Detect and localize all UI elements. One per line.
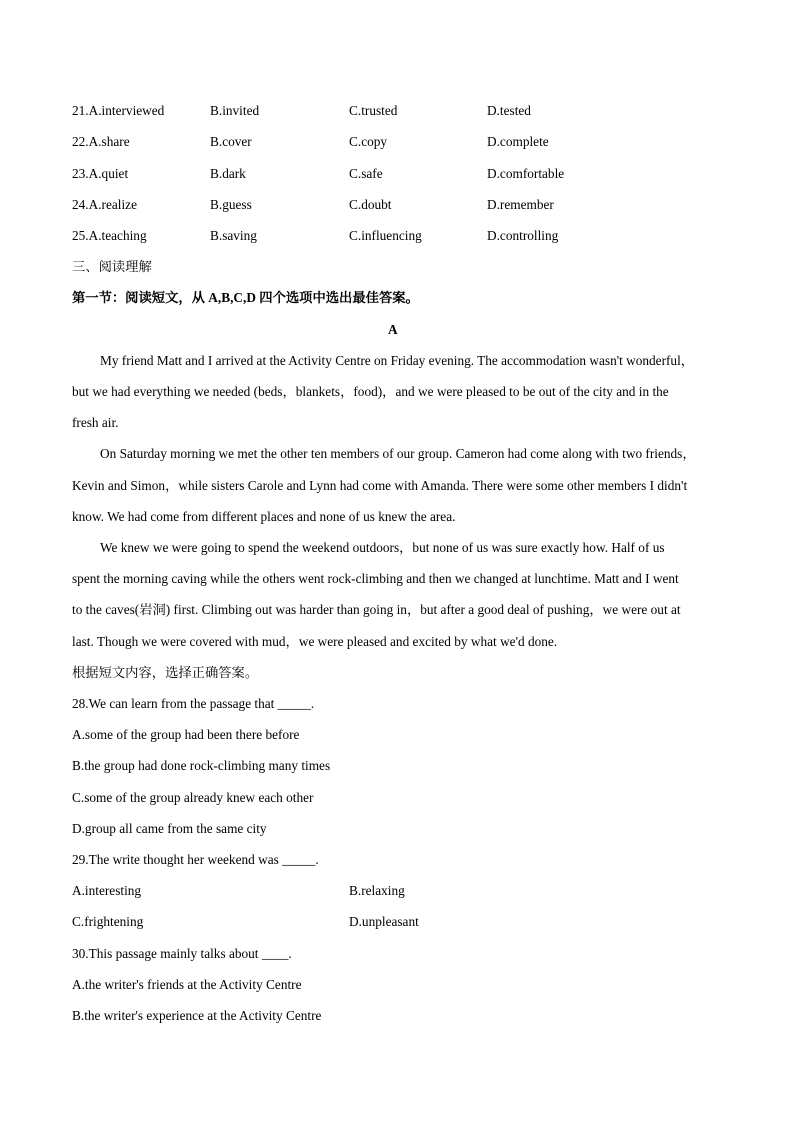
option-b: B.guess (210, 197, 252, 212)
answer-option: A.interesting (72, 883, 142, 898)
passage-line: know. We had come from different places and none of us knew the area. (72, 509, 456, 524)
answer-option: C.frightening (72, 914, 144, 929)
answer-option: B.relaxing (349, 883, 405, 898)
option-c: C.influencing (349, 228, 422, 243)
passage-label: A (388, 322, 398, 337)
option-b: B.invited (210, 103, 260, 118)
passage-line: Kevin and Simon，while sisters Carole and Lynn had come with Amanda. There were some other members I didn't (72, 478, 688, 493)
question-stem: 30.This passage mainly talks about ____. (72, 946, 292, 961)
answer-option: A.some of the group had been there before (72, 727, 300, 742)
passage-line: My friend Matt and I arrived at the Activity Centre on Friday evening. The accommodation wasn't wonderful， (100, 353, 695, 368)
passage-line: On Saturday morning we met the other ten members of our group. Cameron had come along with two friends， (100, 446, 696, 461)
passage-line: last. Though we were covered with mud，we were pleased and excited by what we'd done. (72, 634, 558, 649)
option-d: D.remember (487, 197, 554, 212)
option-b: B.saving (210, 228, 257, 243)
option-d: D.complete (487, 134, 549, 149)
answer-option: B.the writer's experience at the Activity Centre (72, 1008, 322, 1023)
option-b: B.cover (210, 134, 252, 149)
passage-line: but we had everything we needed (beds，blankets，food)，and we were pleased to be out of the city and in the (72, 384, 669, 399)
option-c: C.doubt (349, 197, 392, 212)
answer-option: B.the group had done rock-climbing many times (72, 758, 331, 773)
option-a: 24.A.realize (72, 197, 137, 212)
answer-option: C.some of the group already knew each other (72, 790, 314, 805)
option-b: B.dark (210, 166, 246, 181)
question-stem: 28.We can learn from the passage that _____. (72, 696, 315, 711)
passage-line: to the caves(岩洞) first. Climbing out was harder than going in，but after a good deal of pushing，we were out at (72, 602, 681, 617)
answer-option: A.the writer's friends at the Activity Centre (72, 977, 302, 992)
question-stem: 29.The write thought her weekend was _____. (72, 852, 319, 867)
option-d: D.tested (487, 103, 531, 118)
passage-line: fresh air. (72, 415, 119, 430)
option-a: 23.A.quiet (72, 166, 129, 181)
passage-line: spent the morning caving while the others went rock-climbing and then we changed at lunchtime. Matt and I went (72, 571, 679, 586)
section-title: 三、阅读理解 (72, 259, 152, 274)
option-a: 25.A.teaching (72, 228, 147, 243)
answer-option: D.unpleasant (349, 914, 419, 929)
answer-option: D.group all came from the same city (72, 821, 267, 836)
option-c: C.safe (349, 166, 383, 181)
question-instruction: 根据短文内容，选择正确答案。 (72, 665, 259, 680)
option-d: D.controlling (487, 228, 559, 243)
option-a: 21.A.interviewed (72, 103, 165, 118)
option-a: 22.A.share (72, 134, 130, 149)
passage-line: We knew we were going to spend the weekend outdoors，but none of us was sure exactly how. Half of us (100, 540, 665, 555)
option-c: C.copy (349, 134, 388, 149)
section-instruction: 第一节：阅读短文，从 A,B,C,D 四个选项中选出最佳答案。 (72, 290, 419, 305)
option-d: D.comfortable (487, 166, 565, 181)
option-c: C.trusted (349, 103, 398, 118)
